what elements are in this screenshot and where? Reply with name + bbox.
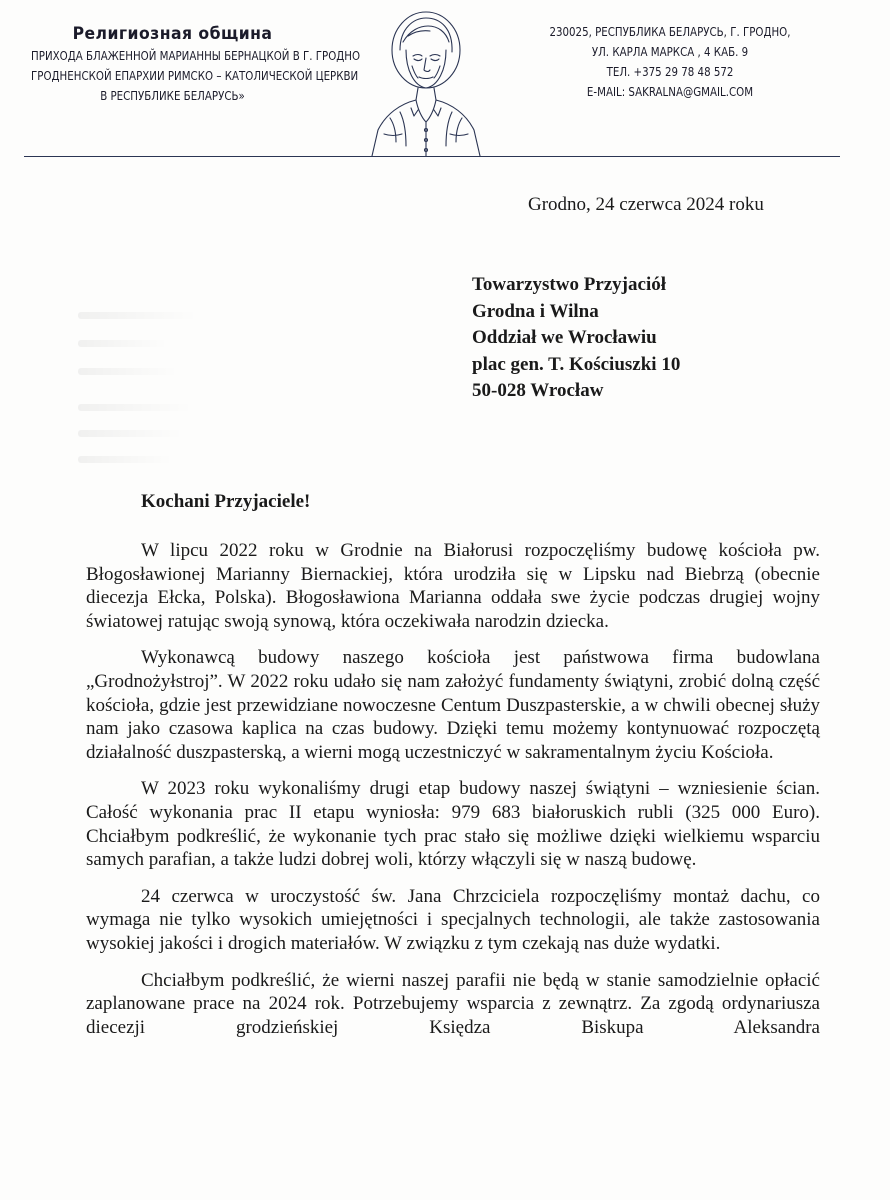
recipient-line: 50-028 Wrocław	[472, 380, 604, 401]
organization-title: Религиозная община	[72, 24, 273, 44]
letter-greeting: Kochani Przyjaciele!	[141, 491, 311, 512]
recipient-line: Towarzystwo Przyjaciół	[472, 274, 666, 295]
letterhead-organization	[0, 22, 361, 106]
recipient-address	[472, 272, 680, 405]
email-line: E-MAIL: SAKRALNA@GMAIL.COM	[586, 84, 754, 99]
show-through-mark	[78, 430, 183, 437]
show-through-mark	[78, 340, 168, 347]
recipient-line: Grodna i Wilna	[472, 300, 599, 322]
body-paragraph: Chciałbym podkreślić, że wierni naszej parafii nie będą w stanie samodzielnie opłacić zaplanowane prace na 2024 rok. Potrzebujemy wsparcia z zewnątrz. Za zgodą ordynariusza diecezji grodzieńskiej Księdza Biskupa Aleksandra	[86, 969, 820, 1038]
organization-line: В РЕСПУБЛИКЕ БЕЛАРУСЬ»	[100, 88, 245, 103]
organization-line: ПРИХОДА БЛАЖЕННОЙ МАРИАННЫ БЕРНАЦКОЙ В Г. ГРОДНО	[31, 48, 361, 63]
show-through-mark	[78, 312, 198, 319]
recipient-line: plac gen. T. Kościuszki 10	[472, 353, 681, 375]
body-paragraph: W lipcu 2022 roku w Grodnie na Białorusi rozpoczęliśmy budowę kościoła pw. Błogosławionej Marianny Biernackiej, która urodziła się w Lipsku nad Biebrzą (obecnie diecezja Ełcka, Polska). Błogosławiona Marianna oddała swe życie podczas drugiej wojny światowej ratując swoją synową, która oczekiwała narodzin dziecka.	[86, 540, 820, 632]
show-through-mark	[78, 404, 193, 411]
body-paragraph: W 2023 roku wykonaliśmy drugi etap budowy naszej świątyni – wzniesienie ścian. Całość wykonania prac II etapu wyniosła: 979 683 białoruskich rubli (325 000 Euro). Chciałbym podkreślić, że wykonanie tych prac stało się możliwe dzięki wielkiemu wsparciu samych parafian, a także ludzi dobrej woli, którzy włączyli się w naszą budowę.	[86, 778, 820, 871]
show-through-mark	[78, 368, 178, 375]
address-line: УЛ. КАРЛА МАРКСА , 4 КАБ. 9	[591, 44, 749, 59]
letter-date: Grodno, 24 czerwca 2024 roku	[528, 194, 764, 215]
phone-line: ТЕЛ. +375 29 78 48 572	[606, 64, 734, 79]
letterhead-divider	[24, 156, 840, 157]
letter-body	[86, 539, 820, 1052]
recipient-line: Oddział we Wrocławiu	[472, 327, 657, 348]
show-through-mark	[78, 456, 173, 463]
body-paragraph: 24 czerwca w uroczystość św. Jana Chrzciciela rozpoczęliśmy montaż dachu, co wymaga nie tylko wysokich umiejętności i specjalnych technologii, ale także zastosowania wysokiej jakości i drogich materiałów. W związku z tym czekają nas duże wydatki.	[86, 885, 820, 954]
letterhead-contact	[520, 22, 820, 102]
body-paragraph: Wykonawcą budowy naszego kościoła jest państwowa firma budowlana „Grodnożyłstroj”. W 2022 roku udało się nam założyć fundamenty świątyni, zrobić dolną część kościoła, gdzie jest przewidziane nowoczesne Centum Duszpasterskie, a w chwili obecnej służy nam jako czasowa kaplica na czas budowy. Dzięki temu możemy kontynuować rozpoczętą działalność duszpasterską, a wierni mogą uczestniczyć w sakramentalnym życiu Kościoła.	[86, 647, 820, 763]
blessed-marianna-portrait-icon	[356, 6, 496, 156]
address-line: 230025, РЕСПУБЛИКА БЕЛАРУСЬ, Г. ГРОДНО,	[549, 24, 791, 39]
organization-line: ГРОДНЕНСКОЙ ЕПАРХИИ РИМСКО – КАТОЛИЧЕСКОЙ ЦЕРКВИ	[31, 68, 359, 83]
